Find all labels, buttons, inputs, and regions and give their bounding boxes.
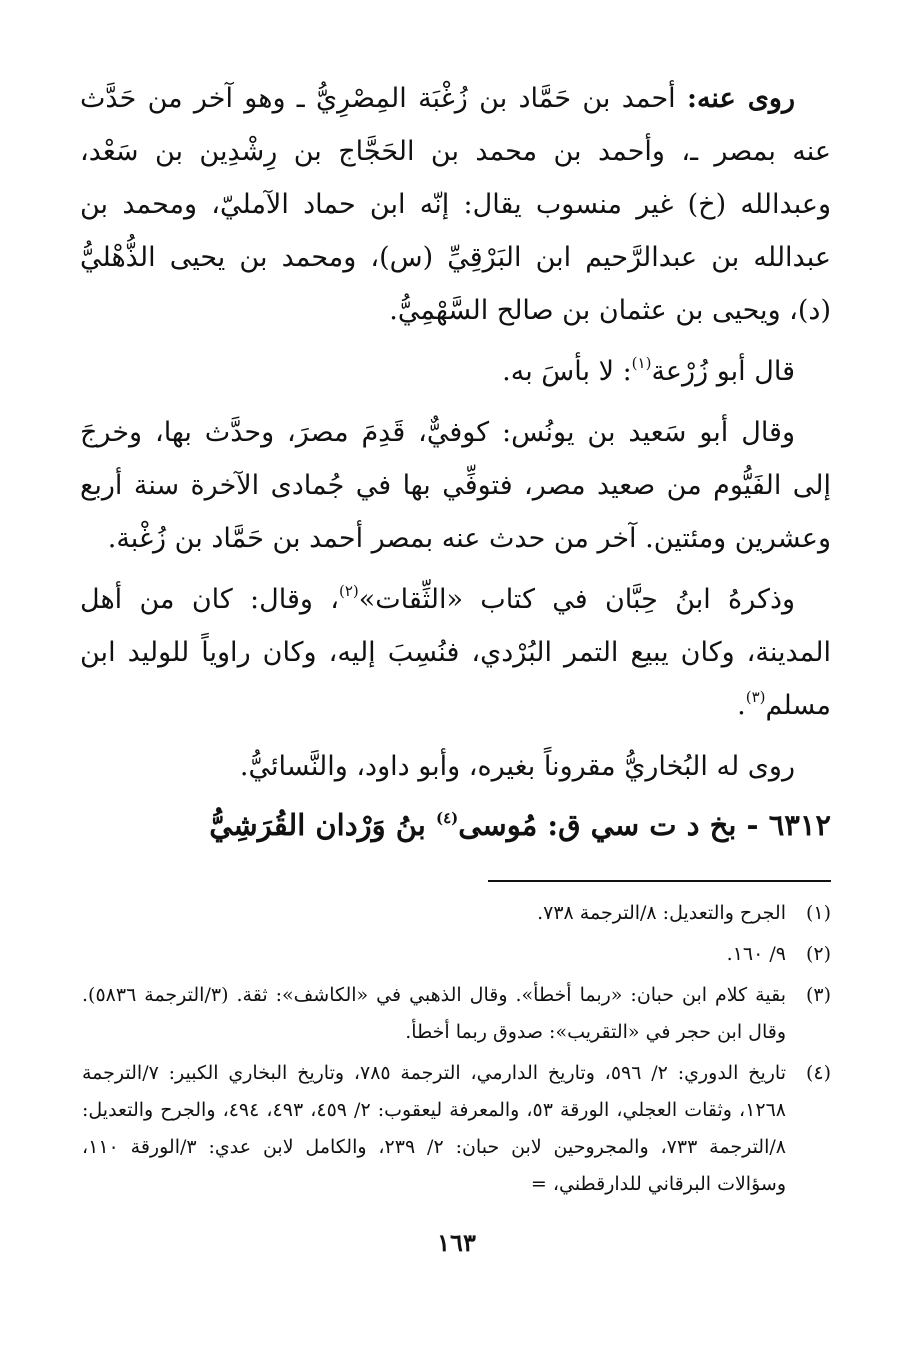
paragraph-text: روى له البُخاريُّ مقروناً بغيره، وأبو داود، والنَّسائيُّ. xyxy=(239,751,795,782)
footnote-text: الجرح والتعديل: ٨/الترجمة ٧٣٨. xyxy=(537,902,786,924)
footnote-2 xyxy=(82,936,831,973)
footnote-text: بقية كلام ابن حبان: «ربما أخطأ». وقال الذهبي في «الكاشف»: ثقة. (٣/الترجمة ٥٨٣٦). وقال ابن حجر في «التقريب»: صدوق ربما أخطأ. xyxy=(82,984,786,1043)
entry-heading xyxy=(80,808,831,842)
footnote-ref-4: (٤) xyxy=(435,809,459,827)
footnote-number: (١) xyxy=(805,902,831,924)
entry-number: ٦٣١٢ xyxy=(768,808,831,842)
footnote-text: تاريخ الدوري: ٢/ ٥٩٦، وتاريخ الدارمي، الترجمة ٧٨٥، وتاريخ البخاري الكبير: ٧/الترجمة ١٢٦٨، وثقات العجلي، الورقة ٥٣، والمعرفة ليعقوب: ٢/ ٤٥٩، ٤٩٣، ٤٩٤، والجرح والتعديل: ٨/الترجمة ٧٣٣، والمجروحين لابن حبان: ٢/ ٢٣٩، والكامل لابن عدي: ٣/الورقة ١١٠، وسؤالات البرقاني للدارقطني، = xyxy=(82,1062,786,1195)
footnote-3 xyxy=(82,977,831,1051)
paragraph-text: وذكرهُ ابنُ حِبَّان في كتاب «الثِّقات» xyxy=(358,584,796,615)
abu-zura-paragraph xyxy=(80,345,831,398)
entry-codes: - بخ د ت سي ق: xyxy=(547,808,759,842)
main-text xyxy=(80,72,831,801)
footnote-number: (٣) xyxy=(805,984,831,1006)
narrated-by-paragraph xyxy=(80,740,831,793)
paragraph-text: وقال أبو سَعيد بن يونُس: كوفيٌّ، قَدِمَ مصرَ، وحدَّث بها، وخرجَ إلى الفَيُّوم من صعيد مصر، فتوفِّي بها في جُمادى الآخرة سنة أربع وعشرين ومئتين. آخر من حدث عنه بمصر أحمد بن حَمَّاد بن زُغْبة. xyxy=(80,417,831,554)
footnote-ref-2: (٢) xyxy=(338,582,359,600)
paragraph-text: : لا بأسَ به. xyxy=(502,356,632,387)
paragraph-lead: روى عنه: xyxy=(686,83,796,114)
footnote-ref-1: (١) xyxy=(631,354,652,372)
paragraph-text: . xyxy=(737,690,746,721)
paragraph-text: ، وقال: كان من أهل المدينة، وكان يبيع التمر البُرْدي، فنُسِبَ إليه، وكان راوياً للوليد ابن مسلم xyxy=(80,584,831,721)
footnote-number: (٤) xyxy=(805,1062,831,1084)
footnote-1 xyxy=(82,895,831,932)
footnote-ref-3: (٣) xyxy=(745,688,766,706)
footnote-4 xyxy=(82,1055,831,1203)
footnote-text: ٩/ ١٦٠. xyxy=(726,943,786,965)
paragraph-text: أحمد بن حَمَّاد بن زُغْبَة المِصْرِيُّ ـ وهو آخر من حَدَّث عنه بمصر ـ، وأحمد بن محمد بن الحَجَّاج بن رِشْدِين بن سَعْد، وعبدالله (خ) غير منسوب يقال: إنّه ابن حماد الآمليّ، ومحمد بن عبدالله بن عبدالرَّحيم ابن البَرْقِيِّ (س)، ومحمد بن يحيى الذُّهْليُّ (د)، ويحيى بن عثمان بن صالح السَّهْمِيُّ. xyxy=(80,83,831,326)
footnotes xyxy=(82,895,831,1207)
paragraph-text: قال أبو زُرْعة xyxy=(651,356,795,387)
entry-name: مُوسى xyxy=(458,808,538,842)
page-number: ١٦٣ xyxy=(437,1228,476,1257)
ibn-hibban-paragraph xyxy=(80,573,831,732)
footnote-number: (٢) xyxy=(805,943,831,965)
entry-name-rest: بنُ وَرْدان القُرَشِيُّ xyxy=(209,808,426,842)
narrators-paragraph xyxy=(80,72,831,337)
ibn-yunus-paragraph xyxy=(80,406,831,565)
footnote-divider xyxy=(488,880,831,882)
